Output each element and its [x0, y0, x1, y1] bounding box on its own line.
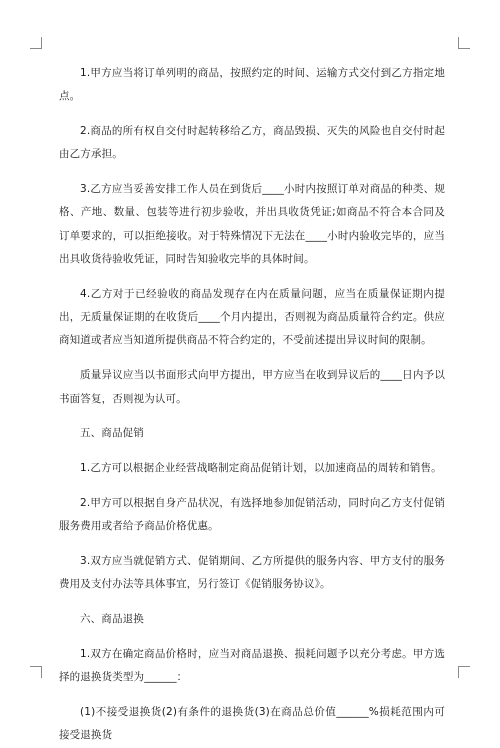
clause-delivery: 1.甲方应当将订单列明的商品，按照约定的时间、运输方式交付到乙方指定地点。 [59, 67, 445, 103]
clause-return-type: 1.双方在确定商品价格时，应当对商品退换、损耗问题予以充分考虑。甲方选择的退换货类型为______： [59, 647, 445, 684]
clause-ownership-transfer: 2.商品的所有权自交付时起转移给乙方，商品毁损、灭失的风险也自交付时起由乙方承担。 [59, 125, 445, 161]
clause-return-options: (1)不接受退换货(2)有条件的退换货(3)在商品总价值______%损耗范围内可接受退换货 [59, 706, 445, 742]
crop-mark-top-left [30, 37, 42, 49]
document-body [59, 62, 445, 748]
clause-inspection: 3.乙方应当妥善安排工作人员在到货后____小时内按照订单对商品的种类、规格、产地、数量、包装等进行初步验收，并出具收货凭证;如商品不符合本合同及订单要求的，可以拒绝接收。对于特殊情况下无法在____小时内验收完毕的，应当出具收货待验收凭证，同时告知验收完毕的具体时间。 [59, 183, 445, 266]
section-heading-promotion: 五、商品促销 [80, 427, 144, 440]
clause-promotion-participation: 2.甲方可以根据自身产品状况，有选择地参加促销活动，同时向乙方支付促销服务费用或者给予商品价格优惠。 [59, 496, 445, 533]
clause-written-objection: 质量异议应当以书面形式向甲方提出，甲方应当在收到异议后的____日内予以书面答复，否则视为认可。 [59, 369, 445, 405]
clause-quality-objection: 4.乙方对于已经验收的商品发现存在内在质量问题，应当在质量保证期内提出，无质量保证期的在收货后____个月内提出，否则视为商品质量符合约定。供应商知道或者应当知道所提供商品不符合约定的，不受前述提出异议时间的限制。 [59, 287, 445, 347]
section-heading-returns: 六、商品退换 [80, 613, 144, 626]
clause-promotion-plan: 1.乙方可以根据企业经营战略制定商品促销计划，以加速商品的周转和销售。 [80, 462, 442, 475]
clause-promotion-agreement: 3.双方应当就促销方式、促销期间、乙方所提供的服务内容、甲方支付的服务费用及支付办法等具体事宜，另行签订《促销服务协议》。 [59, 555, 445, 591]
crop-mark-bottom-left [30, 666, 42, 678]
crop-mark-top-right [458, 37, 470, 49]
crop-mark-bottom-right [458, 666, 470, 678]
